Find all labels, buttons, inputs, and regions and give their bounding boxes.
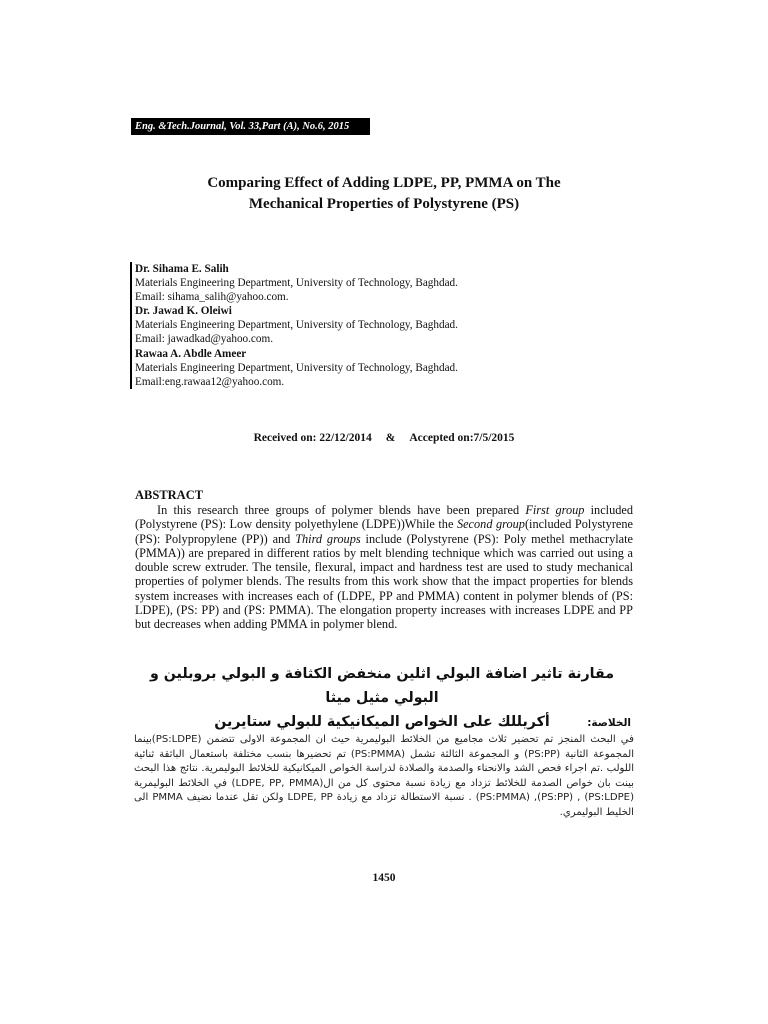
author-name: Dr. Jawad K. Oleiwi	[135, 305, 232, 318]
arabic-title-line-1: مقارنة تاثير اضافة البولي اثلين منخفض الكثافة و البولي بروبلين و البولي مثيل ميثا	[150, 666, 614, 706]
received-accepted-line	[130, 432, 638, 444]
arabic-summary: في البحث المنجز تم تحضير ثلاث مجاميع من الخلائط البوليمرية حيث ان المجموعة الاولى تتضمن (PS:LDPE)بينما المجموعة الثانية (PS:PP) و المجموعة الثالثة تشمل (PS:PMMA) تم تحضيرها بنسب مختلفة باستعمال الباثقة ثنائية اللولب .تم اجراء فحص الشد والانحناء والصدمة والصلادة لدراسة الخواص الميكانيكية للخلائط البوليمرية. نتائج هذا البحث بينت بان خواص الصدمة للخلائط تزداد مع زيادة نسبة محتوى كل من ال(LDPE, PP, PMMA) في الخلائط البوليمرية (PS:LDPE) , (PS:PP), (PS:PMMA) . نسبة الاستطالة تزداد مع زيادة LDPE, PP ولكن تقل عندما نضيف PMMA الى الخليط البوليمري.	[134, 734, 635, 818]
author-email: Email:eng.rawaa12@yahoo.com.	[135, 375, 285, 388]
arabic-title-line-2: أكريللك على الخواص الميكانيكية للبولي ستايرين	[214, 714, 550, 730]
abstract-heading: ABSTRACT	[135, 488, 204, 502]
author-affiliation: Materials Engineering Department, University of Technology, Baghdad.	[135, 319, 458, 332]
abstract-emphasis: Second group	[456, 517, 525, 532]
arabic-title	[132, 662, 632, 734]
abstract-text: (included Polystyrene (PS): Polypropylene (PP)) and	[135, 517, 633, 546]
received-date: Received on: 22/12/2014	[253, 432, 372, 444]
author-email: Email: jawadkad@yahoo.com.	[135, 333, 273, 346]
abstract-emphasis: First group	[525, 503, 585, 517]
ampersand: &	[385, 432, 396, 444]
author-name: Dr. Sihama E. Salih	[135, 263, 229, 275]
accepted-date: Accepted on:7/5/2015	[409, 432, 515, 444]
abstract-paragraph	[135, 503, 633, 632]
abstract-text: include (Polystyrene (PS): Poly methel methacrylate (PMMA)) are prepared in different ratios by melt blending technique which was carried out using a double screw extruder. The tensile, flexural, impact and hardness test are used to study mechanical properties of polymer blends. The results from this work show that the impact properties for blends system increases with increases each of (LDPE, PP and PMMA) content in polymer blends of (PS: LDPE), (PS: PP) and (PS: PMMA). The elongation property increases with increases LDPE and PP but decreases when adding PMMA in polymer blend.	[135, 531, 633, 632]
arabic-summary-heading: الخلاصة:	[587, 717, 631, 729]
abstract-text: included (Polystyrene (PS): Low density polyethylene (LDPE))While the	[135, 503, 633, 532]
title-line-2: Mechanical Properties of Polystyrene (PS)	[248, 196, 520, 212]
author-name: Rawaa A. Abdle Ameer	[135, 347, 247, 360]
title-line-1: Comparing Effect of Adding LDPE, PP, PMMA on The	[207, 175, 561, 191]
author-email: Email: sihama_salih@yahoo.com.	[135, 291, 289, 304]
page-number: 1450	[372, 872, 396, 884]
author-block	[130, 262, 635, 389]
abstract-body	[135, 503, 633, 632]
author-affiliation: Materials Engineering Department, University of Technology, Baghdad.	[135, 277, 458, 290]
journal-header: Eng. &Tech.Journal, Vol. 33,Part (A), No.6, 2015	[131, 118, 370, 135]
abstract-text: In this research three groups of polymer blends have been prepared	[157, 503, 526, 517]
author-affiliation: Materials Engineering Department, University of Technology, Baghdad.	[135, 361, 458, 374]
abstract-emphasis: Third groups	[295, 531, 361, 546]
paper-title	[130, 173, 638, 215]
